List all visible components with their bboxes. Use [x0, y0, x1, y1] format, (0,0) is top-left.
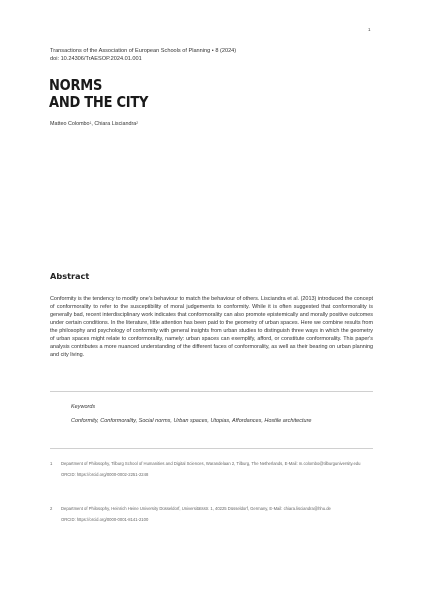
author-2: Chiara Lisciandra	[94, 121, 137, 127]
author-2-affiliation-mark: 2	[136, 120, 139, 125]
footnote-1	[50, 461, 373, 479]
abstract-text: Conformity is the tendency to modify one's behaviour to match the behaviour of others. Lisciandra et al. (2013) introduced the concept of conformorality to refer to the susceptibility of moral judgements to conformity. While it is often suggested that conformorality is generally bad, recent interdisciplinary work indicates that conformorality can also promote epistemically and morally positive outcomes under certain conditions. In the literature, little attention has been paid to the geometry of urban spaces. Here we combine results from the philosophy and psychology of conformity with general insights from urban studies to distinguish three ways in which the geometry of urban spaces might relate to conformorality, namely: urban spaces can exemplify, afford, or constitute conformorality. This paper's analysis contributes a more nuanced understanding of the different faces of conformorality, as well as their bearing on urban planning and city living.	[50, 296, 373, 359]
page-number: 1	[368, 27, 371, 32]
footnote-1-text: Department of Philosophy, Tilburg School of Humanities and Digital Sciences, Warandelaan 2, Tilburg, The Netherlands, E-Mail: m.colombo@tilburguniversity.edu	[61, 461, 361, 466]
divider-top	[50, 391, 373, 392]
journal-header	[50, 47, 236, 63]
footnote-1-orcid[interactable]: ORCID: https://orcid.org/0000-0002-2251-2248	[61, 472, 149, 478]
keywords-list: Conformity, Conformorality, Social norms, Urban spaces, Utopias, Affordances, Hostile architecture	[71, 418, 312, 424]
journal-name: Transactions of the Association of European Schools of Planning • 8 (2024)	[50, 48, 237, 54]
author-1-affiliation-mark: 1	[89, 120, 92, 125]
authors	[50, 121, 138, 127]
footnote-2-text: Department of Philosophy, Heinrich Heine University Düsseldorf, Universitätsstr. 1, 40225 Düsseldorf, Germany, E-Mail: chiara.lisciandra@hhu.de	[61, 506, 331, 511]
keywords-label: Keywords	[71, 404, 96, 410]
author-separator: ,	[91, 121, 95, 127]
title-line-1: NORMS	[49, 76, 103, 94]
abstract-heading: Abstract	[50, 271, 90, 281]
title-line-2: AND THE CITY	[49, 93, 149, 111]
paper-title	[49, 77, 148, 111]
footnote-2-number: 2	[50, 506, 53, 511]
footnote-2	[50, 506, 373, 524]
author-1: Matteo Colombo	[50, 121, 90, 127]
footnote-1-number: 1	[50, 461, 53, 466]
doi: doi: 10.24306/TrAESOP.2024.01.001	[50, 56, 142, 62]
divider-footnotes	[50, 448, 373, 449]
footnote-2-orcid[interactable]: ORCID: https://orcid.org/0000-0001-8141-2100	[61, 517, 149, 523]
